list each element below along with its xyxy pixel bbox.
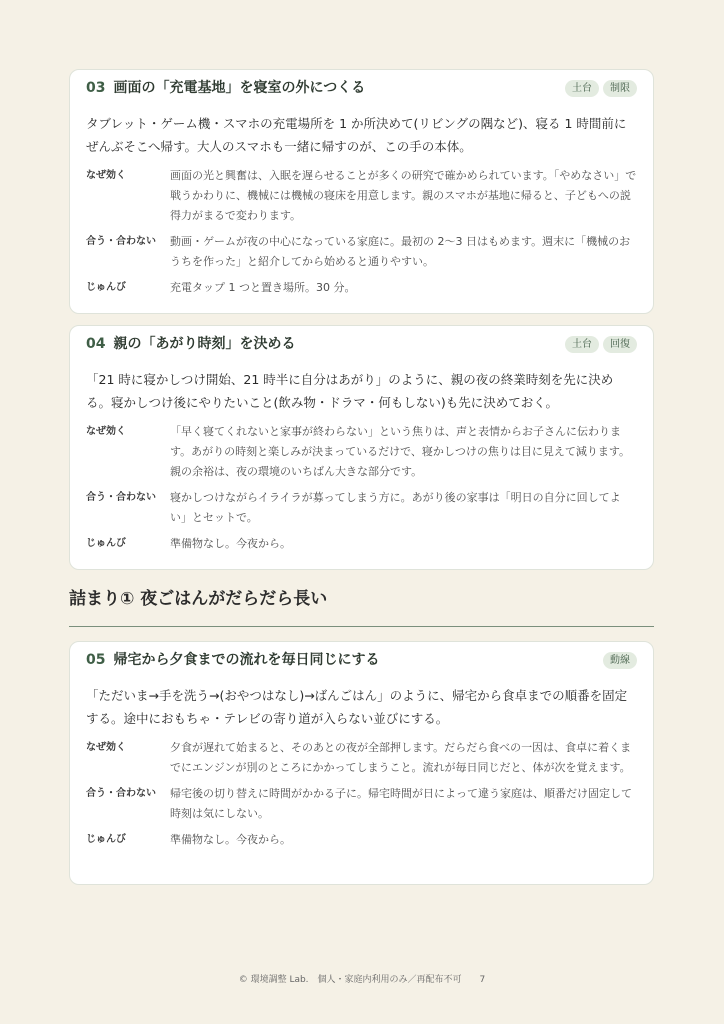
row-fit — [86, 232, 637, 272]
row-label: 合う・合わない — [86, 492, 156, 503]
row-prep — [86, 830, 637, 850]
row-why — [86, 422, 637, 482]
card-title — [86, 649, 379, 669]
row-text: 動画・ゲームが夜の中心になっている家庭に。最初の 2〜3 日はもめます。週末に「機械のおうちを作った」と紹介してから始めると通りやすい。 — [170, 235, 631, 268]
row-text: 寝かしつけながらイライラが募ってしまう方に。あがり後の家事は「明日の自分に回してよい」とセットで。 — [170, 491, 621, 524]
row-label: じゅんび — [86, 538, 126, 549]
row-text: 帰宅後の切り替えに時間がかかる子に。帰宅時間が日によって違う家庭は、順番だけ固定して時刻は気にしない。 — [170, 787, 632, 820]
card-header — [86, 70, 637, 106]
card-number: 05 — [86, 652, 106, 668]
row-label: じゅんび — [86, 282, 126, 293]
row-prep — [86, 534, 637, 554]
card-title-text: 画面の「充電基地」を寝室の外につくる — [113, 80, 366, 96]
page-footer — [0, 972, 724, 985]
tag: 土台 — [565, 336, 599, 353]
card-header — [86, 642, 637, 678]
card-title-text: 親の「あがり時刻」を決める — [113, 336, 296, 352]
row-label: なぜ効く — [86, 426, 126, 437]
tag: 制限 — [603, 80, 637, 97]
card-number: 04 — [86, 336, 106, 352]
card-header — [86, 326, 637, 362]
tag-list — [565, 336, 637, 353]
tag-list — [565, 80, 637, 97]
row-label: なぜ効く — [86, 170, 126, 181]
tag: 土台 — [565, 80, 599, 97]
card-lead: タブレット・ゲーム機・スマホの充電場所を 1 か所決めて(リビングの隅など)、寝る 1 時間前にぜんぶそこへ帰す。大人のスマホも一緒に帰すのが、この手の本体。 — [86, 116, 627, 154]
tag: 回復 — [603, 336, 637, 353]
row-label: じゅんび — [86, 834, 126, 845]
card-title — [86, 333, 295, 353]
row-fit — [86, 488, 637, 528]
row-why — [86, 738, 637, 778]
section-title: 詰まり① 夜ごはんがだらだら長い — [69, 589, 328, 609]
row-text: 準備物なし。今夜から。 — [170, 833, 291, 846]
row-text: 充電タップ 1 つと置き場所。30 分。 — [170, 281, 356, 294]
card-lead: 「ただいま→手を洗う→(おやつはなし)→ばんごはん」のように、帰宅から食卓までの順番を固定する。途中におもちゃ・テレビの寄り道が入らない並びにする。 — [86, 688, 628, 726]
footer-copyright: © 環境調整 Lab. 個人・家庭内利用のみ／再配布不可 — [238, 975, 462, 985]
row-label: なぜ効く — [86, 742, 126, 753]
row-label: 合う・合わない — [86, 236, 156, 247]
row-text: 準備物なし。今夜から。 — [170, 537, 291, 550]
row-why — [86, 166, 637, 226]
row-text: 「早く寝てくれないと家事が終わらない」という焦りは、声と表情からお子さんに伝わります。あがりの時刻と楽しみが決まっているだけで、寝かしつけの焦りは目に見えて減ります。親の余裕は、夜の環境のいちばん大きな部分です。 — [170, 425, 631, 478]
row-prep — [86, 278, 637, 298]
row-fit — [86, 784, 637, 824]
page-number: 7 — [479, 975, 486, 985]
card-03 — [69, 69, 654, 314]
card-title — [86, 77, 365, 97]
tag: 動線 — [603, 652, 637, 669]
section-divider — [69, 626, 654, 627]
card-title-text: 帰宅から夕食までの流れを毎日同じにする — [113, 652, 380, 668]
card-lead: 「21 時に寝かしつけ開始、21 時半に自分はあがり」のように、親の夜の終業時刻を先に決める。寝かしつけ後にやりたいこと(飲み物・ドラマ・何もしない)も先に決めておく。 — [86, 372, 614, 410]
row-label: 合う・合わない — [86, 788, 156, 799]
card-05 — [69, 641, 654, 885]
row-text: 画面の光と興奮は、入眠を遅らせることが多くの研究で確かめられています。「やめなさい」で戦うかわりに、機械には機械の寝床を用意します。親のスマホが基地に帰ると、子どもへの説得力がまるで変わります。 — [170, 169, 637, 222]
card-number: 03 — [86, 80, 106, 96]
row-text: 夕食が遅れて始まると、そのあとの夜が全部押します。だらだら食べの一因は、食卓に着くまでにエンジンが別のところにかかってしまうこと。流れが毎日同じだと、体が次を覚えます。 — [170, 741, 632, 774]
card-04 — [69, 325, 654, 570]
tag-list — [603, 652, 637, 669]
